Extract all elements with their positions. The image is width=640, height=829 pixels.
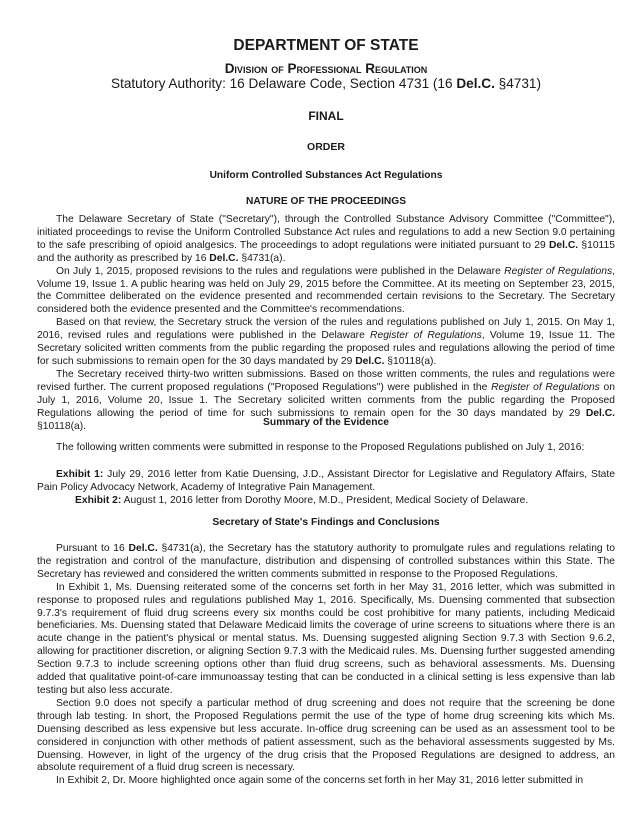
authority-code: Del.C. (456, 76, 495, 91)
regulation-subject: Uniform Controlled Substances Act Regulations (209, 170, 443, 181)
order-label: ORDER (307, 141, 345, 153)
evidence-heading: Summary of the Evidence (263, 417, 389, 428)
nature-paragraph-4: The Secretary received thirty-two written submissions. Based on those written comments, the rules and regulations were revised further. The current proposed regulations ("Proposed Regulations") were published in the Register of Regulations on July 1, 2016, Volume 20, Issue 1. The Secretary solicited written comments from the public regarding the Proposed Regulations allowing the period of time for such submissions to remain open for the 30 days mandated by 29 Del.C. §10118(a). (37, 368, 615, 432)
authority-text: Statutory Authority: 16 Delaware Code, Section 4731 (16 (111, 76, 457, 91)
findings-paragraph-4: In Exhibit 2, Dr. Moore highlighted once again some of the concerns set forth in her May 31, 2016 letter submitted in (56, 775, 584, 787)
division-title: Division of Professional Regulation (224, 61, 428, 76)
department-title: DEPARTMENT OF STATE (233, 37, 419, 54)
nature-heading: NATURE OF THE PROCEEDINGS (246, 196, 406, 207)
statutory-authority (37, 76, 615, 91)
findings-paragraph-3: Section 9.0 does not specify a particular method of drug screening and does not require that the screening be done through lab testing. In short, the Proposed Regulations permit the use of the type of home drug screening kits which Ms. Duensing described as less expensive but less accurate. In-office drug screening can be used as an assessment tool to be considered in conjunction with other methods of patient assessment, such as the behavioral assessments suggested by Ms. Duensing. However, in light of the urgency of the drug crisis that the Proposed Regulations are designed to address, an absolute requirement of a fluid drug screen is necessary. (37, 697, 615, 774)
nature-section (37, 214, 615, 433)
findings-section (37, 543, 615, 788)
exhibit-item: Exhibit 1: July 29, 2016 letter from Katie Duensing, J.D., Assistant Director for Legislative and Regulatory Affairs, State Pain Policy Advocacy Network, Academy of Integrative Pain Management. (37, 469, 615, 493)
authority-section: §4731) (494, 76, 541, 91)
exhibit-item: Exhibit 2: August 1, 2016 letter from Dorothy Moore, M.D., President, Medical Society of Delaware. (75, 494, 529, 506)
nature-paragraph-3: Based on that review, the Secretary struck the version of the rules and regulations published on July 1, 2015. On May 1, 2016, revised rules and regulations were published in the Delaware Register of Regulations, Volume 19, Issue 11. The Secretary solicited written comments from the public regarding the proposed rules and regulations allowing the period of time for such submissions to remain open for the 30 days mandated by 29 Del.C. §10118(a). (37, 317, 615, 367)
exhibit-list (37, 469, 615, 508)
nature-paragraph-2: On July 1, 2015, proposed revisions to the rules and regulations were published in the Delaware Register of Regulations, Volume 19, Issue 1. A public hearing was held on July 29, 2015 before the Committee. At its meeting on September 23, 2015, the Committee deliberated on the evidence presented and recommended certain revisions to the Secretary. The Secretary considered both the evidence presented and the Committee's recommendations. (37, 265, 615, 316)
findings-heading: Secretary of State's Findings and Conclusions (212, 517, 440, 528)
findings-paragraph-1: Pursuant to 16 Del.C. §4731(a), the Secretary has the statutory authority to promulgate rules and regulations relating to the registration and control of the manufacture, distribution and dispensing of controlled substances within this State. The Secretary has reviewed and considered the written comments submitted in response to the Proposed Regulations. (37, 543, 615, 580)
evidence-intro-text: The following written comments were submitted in response to the Proposed Regulations published on July 1, 2016: (56, 442, 585, 453)
nature-paragraph-1: The Delaware Secretary of State ("Secretary"), through the Controlled Substance Advisory Committee ("Committee"), initiated proceedings to revise the Uniform Controlled Substance Act rules and regulations to add a new Section 9.0 pertaining to the safe prescribing of opioid analgesics. The proceedings to adopt regulations were initiated pursuant to 29 Del.C. §10115 and the authority as prescribed by 16 Del.C. §4731(a). (37, 214, 615, 264)
findings-paragraph-2: In Exhibit 1, Ms. Duensing reiterated some of the concerns set forth in her May 31, 2016 letter, which was submitted in response to proposed rules and regulations published May 1, 2016. Specifically, Ms. Duensing commented that subsection 9.7.3's requirement of fluid drug screens every six months could be cost prohibitive for many patients, including Medicaid beneficiaries. Ms. Duensing stated that Delaware Medicaid limits the coverage of urine screens to situations where there is an acute change in the patient's physical or mental status. Ms. Duensing suggested aligning Section 9.7.3 with Section 9.6.2, allowing for practitioner discretion, or aligning Section 9.7.3 with the Medicaid rules. Ms. Duensing further suggested amending Section 9.7.3 to include screening options other than fluid drug screens, such as behavioral assessments. Ms. Duensing added that qualitative point-of-care immunoassay testing that can be conducted in a clinical setting is less expensive than lab testing but also less accurate. (37, 581, 615, 696)
evidence-intro (37, 442, 615, 455)
final-label: FINAL (308, 109, 344, 123)
